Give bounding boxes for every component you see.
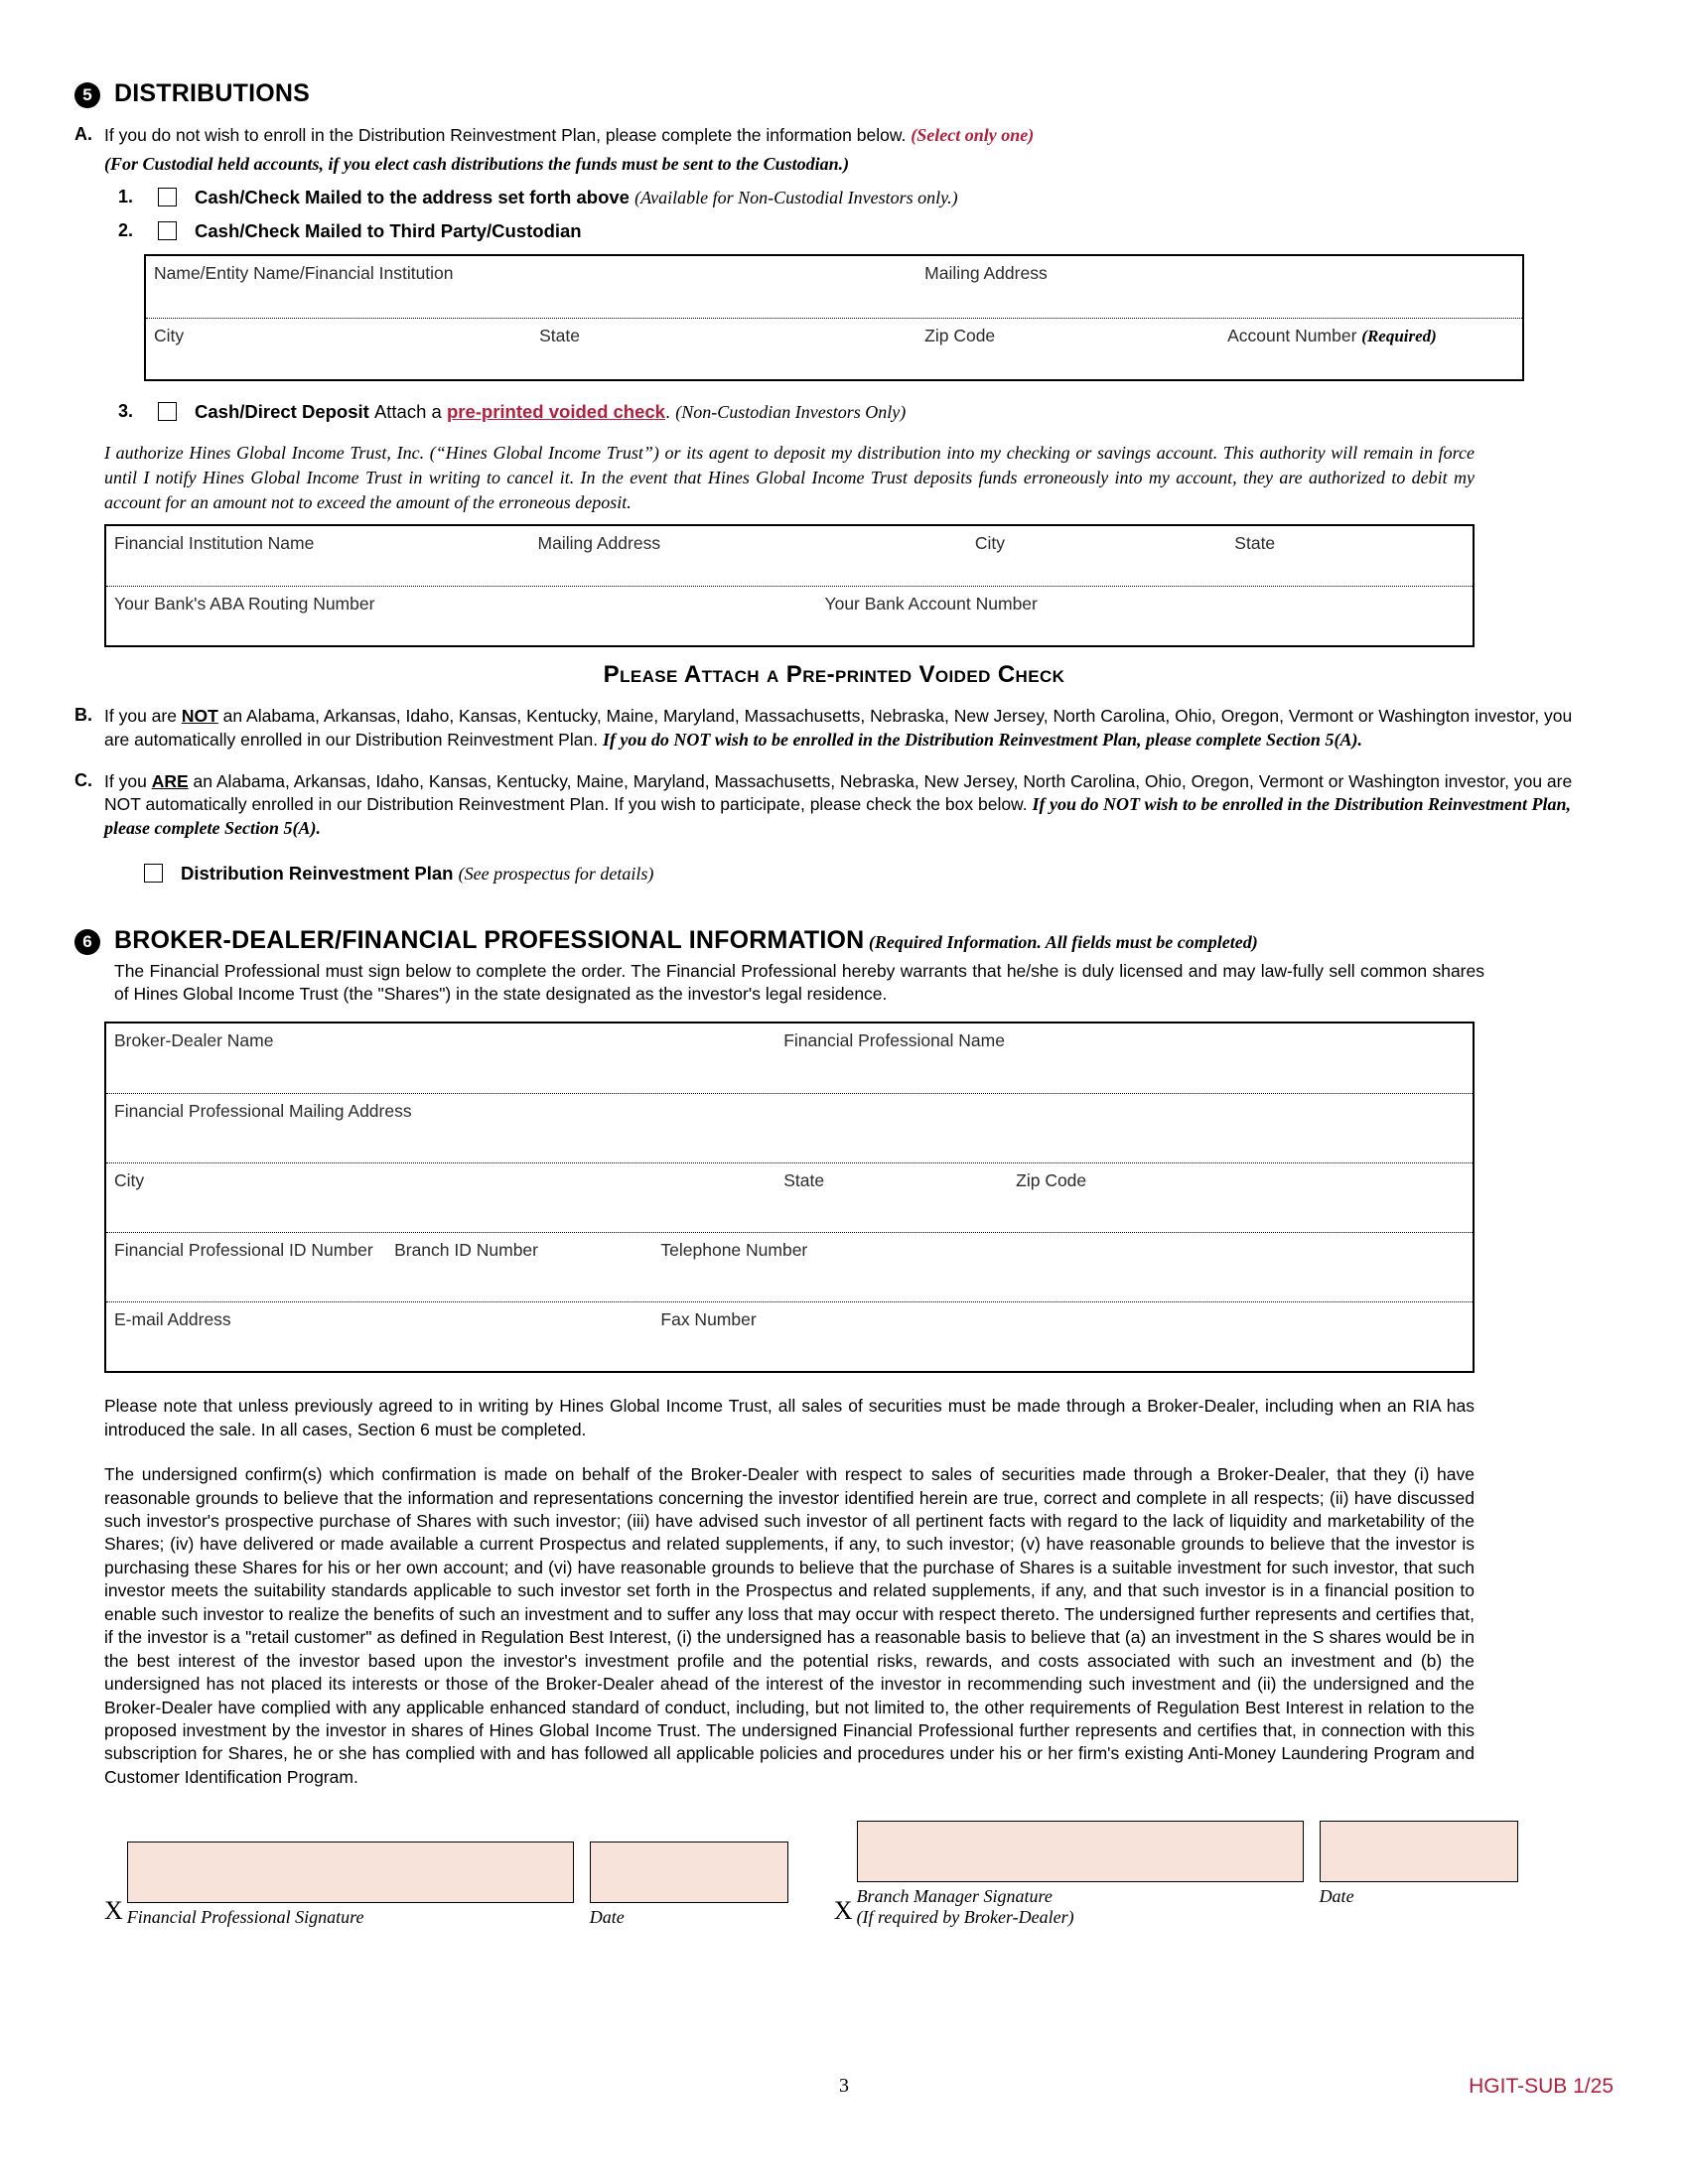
page-content — [74, 79, 1594, 1928]
field-bank-city[interactable]: City — [974, 533, 1005, 554]
drip-label: Distribution Reinvestment Plan — [181, 862, 454, 884]
option-3-label-wrap — [195, 401, 906, 423]
option-2-number: 2. — [118, 220, 134, 241]
field-bd-city[interactable]: City — [114, 1170, 145, 1191]
section-5c-part2: an Alabama, Arkansas, Idaho, Kansas, Kentucky, Maine, Maryland, Massachusetts, Nebraska, New Jersey, North Carolina, Ohio, Oregon, Vermont or Washington investor, you are NOT automatically enrolled in our Distribution Reinvestment Plan. If you wish to participate, please check the box below. — [104, 770, 1573, 814]
field-bd-state[interactable]: State — [783, 1170, 825, 1191]
bd-row-4 — [106, 1232, 1473, 1301]
bank-table — [104, 524, 1475, 647]
bm-signature-group — [834, 1821, 1518, 1928]
custodial-note: (For Custodial held accounts, if you elect cash distributions the funds must be sent to the Custodian.) — [104, 153, 850, 174]
field-name-entity[interactable]: Name/Entity Name/Financial Institution — [154, 262, 454, 283]
field-financial-professional-name[interactable]: Financial Professional Name — [783, 1030, 1005, 1051]
section-5c — [74, 770, 1594, 841]
option-1-label-wrap — [195, 187, 958, 208]
page-footer — [74, 2075, 1614, 2098]
section-6-number: 6 — [74, 929, 100, 955]
fp-signature-input[interactable] — [127, 1842, 574, 1903]
drip-checkbox[interactable] — [144, 864, 163, 883]
section-5b-part1: If you are — [104, 706, 177, 727]
field-mailing-address[interactable]: Mailing Address — [924, 262, 1048, 283]
option-1-note: (Available for Non-Custodial Investors only.) — [634, 187, 958, 207]
attach-voided-check-heading: Please Attach a Pre-printed Voided Check — [603, 661, 1065, 689]
bank-row-2 — [106, 586, 1473, 645]
authorization-paragraph: I authorize Hines Global Income Trust, Inc. (“Hines Global Income Trust”) or its agent to deposit my distribution into my checking or savings account. This authority will remain in force until I notify Hines Global Income Trust in writing to cancel it. In the event that Hines Global Income Trust deposits funds erroneously into my account, they are authorized to debit my account for an amount not to exceed the amount of the erroneous deposit. — [104, 442, 1475, 512]
distribution-option-3[interactable] — [118, 401, 1594, 423]
field-account-number-label: Account Number — [1227, 325, 1357, 345]
section-5a — [74, 124, 1594, 175]
fp-signature-caption: Financial Professional Signature — [126, 1907, 364, 1928]
bd-row-3 — [106, 1162, 1473, 1232]
field-broker-dealer-name[interactable]: Broker-Dealer Name — [114, 1030, 274, 1051]
bank-row-1 — [106, 526, 1473, 586]
bd-row-1 — [106, 1024, 1473, 1093]
third-party-row-1 — [146, 256, 1522, 318]
section-5c-italic-tail: If you do NOT wish to be enrolled in the Distribution Reinvestment Plan, please complete Section 5(A). — [104, 793, 1572, 838]
field-fp-id-number[interactable]: Financial Professional ID Number — [114, 1240, 373, 1261]
third-party-table — [144, 254, 1524, 381]
third-party-row-2 — [146, 318, 1522, 379]
section-6-intro: The Financial Professional must sign below to complete the order. The Financial Professional hereby warrants that he/she is duly licensed and may law-fully sell common shares of Hines Global Income Trust (the "Shares") in the state designated as the investor's legal residence. — [114, 960, 1484, 1005]
option-1-label: Cash/Check Mailed to the address set forth above — [195, 186, 630, 207]
bm-signature-input[interactable] — [857, 1821, 1304, 1882]
drip-note: (See prospectus for details) — [458, 863, 654, 884]
option-3-label: Cash/Direct Deposit — [195, 400, 369, 422]
fp-date-col — [590, 1842, 788, 1928]
fp-date-caption: Date — [589, 1907, 625, 1928]
bm-signature-col — [857, 1821, 1304, 1928]
field-state[interactable]: State — [539, 325, 580, 345]
field-account-number[interactable] — [1219, 319, 1522, 379]
drip-label-wrap — [181, 863, 653, 885]
section-5a-main-text: If you do not wish to enroll in the Distribution Reinvestment Plan, please complete the information below. — [104, 125, 907, 145]
distribution-option-2[interactable] — [118, 220, 1594, 242]
bd-row-2 — [106, 1093, 1473, 1162]
section-6-title: BROKER-DEALER/FINANCIAL PROFESSIONAL INFORMATION — [114, 925, 865, 954]
fp-signature-group — [104, 1842, 788, 1928]
field-city[interactable]: City — [154, 325, 185, 345]
field-account-number-required: (Required) — [1361, 326, 1437, 345]
field-financial-institution-name[interactable]: Financial Institution Name — [114, 533, 315, 554]
bm-date-caption: Date — [1319, 1886, 1354, 1907]
bm-signature-caption-2: (If required by Broker-Dealer) — [856, 1907, 1074, 1928]
form-code: HGIT-SUB 1/25 — [1469, 2075, 1614, 2098]
bm-signature-caption: Branch Manager Signature — [856, 1886, 1053, 1907]
section-5b — [74, 705, 1594, 751]
section-6-title-note: (Required Information. All fields must be completed) — [868, 931, 1258, 952]
field-bd-zip-code[interactable]: Zip Code — [1016, 1170, 1087, 1191]
page-number: 3 — [839, 2075, 849, 2097]
section-5b-letter: B. — [74, 705, 92, 726]
option-3-attach-suffix: . — [664, 400, 671, 422]
bd-row-5 — [106, 1301, 1473, 1371]
field-bank-mailing-address[interactable]: Mailing Address — [537, 533, 661, 554]
drip-option-row[interactable] — [144, 863, 1594, 885]
select-only-one-note: (Select only one) — [911, 125, 1035, 145]
field-bank-state[interactable]: State — [1234, 533, 1276, 554]
bm-date-input[interactable] — [1320, 1821, 1518, 1882]
field-fax-number[interactable]: Fax Number — [660, 1309, 757, 1330]
voided-check-link[interactable]: pre-printed voided check — [446, 400, 665, 422]
option-2-label: Cash/Check Mailed to Third Party/Custodian — [195, 219, 582, 241]
fp-date-input[interactable] — [590, 1842, 788, 1903]
fp-signature-x-mark: X — [104, 1896, 123, 1926]
option-1-checkbox[interactable] — [158, 188, 177, 206]
section-5c-body — [104, 770, 1594, 841]
field-branch-id-number[interactable]: Branch ID Number — [394, 1240, 538, 1261]
section-5b-italic-tail: If you do NOT wish to be enrolled in the Distribution Reinvestment Plan, please complete Section 5(A). — [602, 729, 1362, 750]
distribution-option-1[interactable] — [118, 187, 1594, 208]
undersigned-paragraph: The undersigned confirm(s) which confirmation is made on behalf of the Broker-Dealer with respect to sales of securities made through a Broker-Dealer, that they (i) have reasonable grounds to believe that the information and representations concerning the investor identified herein are true, correct and complete in all respects; (ii) have discussed such investor's prospective purchase of Shares with such investor; (iii) have advised such investor of all pertinent facts with regard to the lack of liquidity and marketability of the Shares; (iv) have delivered or made available a current Prospectus and related supplements, if any, to such investor; (v) have reasonable grounds to believe that the investor is purchasing these Shares for his or her own account; and (vi) have reasonable grounds to believe that the purchase of Shares is a suitable investment for such investor, that such investor meets the suitability standards applicable to such investor set forth in the Prospectus and related supplements, if any, and that such investor is in a financial position to enable such investor to realize the benefits of such an investment and to suffer any loss that may occur with respect thereto. The undersigned further represents and certifies that, if the investor is a "retail customer" as defined in Regulation Best Interest, (i) the undersigned has a reasonable basis to believe that (a) an investment in the S shares would be in the best interest of the investor based upon the investor's investment profile and the potential risks, rewards, and costs associated with such an investment and (b) the undersigned has not placed its interests or those of the Broker-Dealer ahead of the interest of the investor in recommending such investment and (ii) the undersigned and the Broker-Dealer have complied with any applicable enhanced standard of conduct, including, but not limited to, the other requirements of Regulation Best Interest in relation to the proposed investment by the investor in shares of Hines Global Income Trust. The undersigned Financial Professional further represents and certifies that, in connection with this subscription for Shares, he or she has complied with and has followed all applicable policies and procedures under his or her firm's existing Anti-Money Laundering Program and Customer Identification Program. — [104, 1464, 1475, 1787]
section-5b-part2: an Alabama, Arkansas, Idaho, Kansas, Kentucky, Maine, Maryland, Massachusetts, Nebraska, New Jersey, North Carolina, Ohio, Oregon, Vermont or Washington investor, you are automatically enrolled in our Distribution Reinvestment Plan. — [104, 706, 1573, 750]
section-6-title-line — [114, 926, 1594, 955]
option-2-checkbox[interactable] — [158, 221, 177, 240]
section-5c-letter: C. — [74, 769, 92, 790]
field-aba-routing-number[interactable]: Your Bank's ABA Routing Number — [114, 594, 375, 614]
section-5b-body — [104, 705, 1594, 751]
section-5-number: 5 — [74, 82, 100, 108]
field-fp-mailing-address[interactable]: Financial Professional Mailing Address — [114, 1101, 412, 1122]
option-3-number: 3. — [118, 401, 134, 422]
section-5c-part1: If you — [104, 770, 147, 791]
option-3-checkbox[interactable] — [158, 402, 177, 421]
broker-dealer-note-paragraph: Please note that unless previously agreed to in writing by Hines Global Income Trust, all sales of securities must be made through a Broker-Dealer, including when an RIA has introduced the sale. In all cases, Section 6 must be completed. — [104, 1396, 1475, 1439]
signature-block — [104, 1821, 1594, 1928]
section-5a-text — [104, 124, 1594, 148]
field-zip-code[interactable]: Zip Code — [924, 325, 996, 345]
section-5-header — [74, 79, 1594, 108]
field-bank-account-number[interactable]: Your Bank Account Number — [824, 594, 1038, 614]
bm-date-col — [1320, 1821, 1518, 1907]
section-6-header — [74, 926, 1594, 1007]
section-5a-letter: A. — [74, 124, 92, 144]
broker-dealer-table — [104, 1022, 1475, 1373]
field-email-address[interactable]: E-mail Address — [114, 1309, 231, 1330]
section-5c-are-word: ARE — [151, 770, 189, 791]
option-3-note: (Non-Custodian Investors Only) — [675, 401, 907, 422]
field-telephone-number[interactable]: Telephone Number — [660, 1240, 808, 1261]
fp-signature-col — [127, 1842, 574, 1928]
bm-signature-x-mark: X — [833, 1896, 853, 1926]
option-3-attach-prefix: Attach a — [373, 400, 442, 422]
option-1-number: 1. — [118, 187, 134, 207]
section-5b-not-word: NOT — [181, 706, 218, 727]
section-5-title: DISTRIBUTIONS — [114, 79, 311, 107]
